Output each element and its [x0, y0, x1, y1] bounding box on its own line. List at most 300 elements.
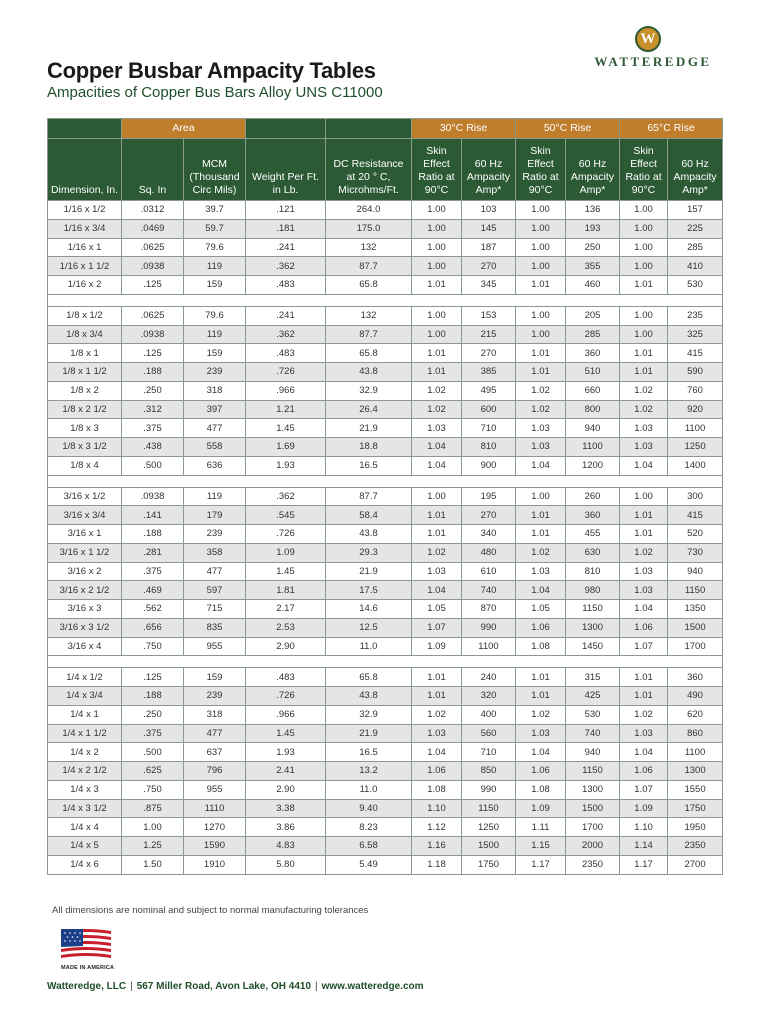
table-cell: 1.05: [412, 600, 462, 619]
table-cell: 1.12: [412, 818, 462, 837]
table-cell: 300: [668, 487, 723, 506]
table-cell: .726: [246, 687, 326, 706]
table-cell: 5.80: [246, 855, 326, 874]
table-cell: 710: [462, 419, 516, 438]
table-cell: 1/4 x 5: [48, 837, 122, 856]
table-cell: 1/16 x 1/2: [48, 201, 122, 220]
table-cell: 2350: [566, 855, 620, 874]
table-cell: 1270: [184, 818, 246, 837]
table-cell: 590: [668, 363, 723, 382]
table-cell: 175.0: [326, 219, 412, 238]
table-row: [48, 562, 723, 581]
table-cell: 1200: [566, 456, 620, 475]
table-row: [48, 855, 723, 874]
table-cell: 3/16 x 2 1/2: [48, 581, 122, 600]
table-cell: 2000: [566, 837, 620, 856]
table-cell: .0469: [122, 219, 184, 238]
column-header-skin-effect-30c: Skin Effect Ratio at 90°C: [412, 139, 462, 201]
table-row: [48, 762, 723, 781]
table-cell: 1.09: [516, 799, 566, 818]
footer-address: 567 Miller Road, Avon Lake, OH 4410: [136, 981, 312, 992]
table-row: [48, 525, 723, 544]
group-header-50c-rise: 50°C Rise: [516, 119, 620, 139]
table-cell: 1.04: [620, 456, 668, 475]
table-cell: .966: [246, 381, 326, 400]
table-cell: 285: [668, 238, 723, 257]
table-cell: 1/16 x 1: [48, 238, 122, 257]
table-cell: .188: [122, 687, 184, 706]
table-cell: .562: [122, 600, 184, 619]
table-cell: 1/4 x 3: [48, 780, 122, 799]
table-cell: 1500: [668, 618, 723, 637]
table-cell: .188: [122, 363, 184, 382]
table-cell: 3/16 x 4: [48, 637, 122, 656]
table-cell: .181: [246, 219, 326, 238]
table-cell: 1.02: [412, 381, 462, 400]
table-cell: 145: [462, 219, 516, 238]
table-row: [48, 400, 723, 419]
table-cell: 1/4 x 3/4: [48, 687, 122, 706]
table-cell: 3/16 x 3/4: [48, 506, 122, 525]
table-cell: 415: [668, 344, 723, 363]
table-cell: 1.10: [412, 799, 462, 818]
table-cell: 32.9: [326, 381, 412, 400]
table-cell: 21.9: [326, 562, 412, 581]
column-header-skin-effect-65c: Skin Effect Ratio at 90°C: [620, 139, 668, 201]
table-cell: 1350: [668, 600, 723, 619]
table-cell: 318: [184, 381, 246, 400]
footer: [47, 981, 424, 992]
table-cell: 6.58: [326, 837, 412, 856]
table-cell: 12.5: [326, 618, 412, 637]
table-cell: 1150: [566, 762, 620, 781]
table-cell: 1/4 x 1 1/2: [48, 724, 122, 743]
table-cell: 1.45: [246, 419, 326, 438]
table-cell: 530: [668, 276, 723, 295]
table-cell: 1.00: [620, 306, 668, 325]
table-cell: 636: [184, 456, 246, 475]
table-cell: 132: [326, 306, 412, 325]
table-cell: 1.03: [620, 438, 668, 457]
table-row: [48, 818, 723, 837]
table-cell: 1.04: [412, 743, 462, 762]
table-cell: 1100: [566, 438, 620, 457]
table-cell: 1.02: [516, 381, 566, 400]
table-cell: .0312: [122, 201, 184, 220]
table-cell: 215: [462, 325, 516, 344]
table-cell: 1.02: [620, 381, 668, 400]
table-cell: 477: [184, 562, 246, 581]
table-cell: 157: [668, 201, 723, 220]
table-cell: .966: [246, 705, 326, 724]
table-cell: 1.04: [516, 743, 566, 762]
table-cell: 21.9: [326, 724, 412, 743]
table-cell: 11.0: [326, 780, 412, 799]
page-title: Copper Busbar Ampacity Tables: [47, 58, 376, 83]
table-cell: 1250: [462, 818, 516, 837]
table-cell: 955: [184, 637, 246, 656]
table-cell: 1/16 x 3/4: [48, 219, 122, 238]
table-cell: .0938: [122, 487, 184, 506]
column-header-weight: Weight Per Ft. in Lb.: [246, 139, 326, 201]
table-row: [48, 637, 723, 656]
table-cell: 58.4: [326, 506, 412, 525]
table-cell: .375: [122, 562, 184, 581]
table-cell: 1.01: [620, 525, 668, 544]
table-cell: 1.01: [516, 668, 566, 687]
table-row: [48, 276, 723, 295]
table-cell: 79.6: [184, 238, 246, 257]
table-cell: 136: [566, 201, 620, 220]
table-cell: 16.5: [326, 743, 412, 762]
table-cell: 360: [668, 668, 723, 687]
table-cell: 320: [462, 687, 516, 706]
table-cell: 610: [462, 562, 516, 581]
table-cell: 1.06: [516, 762, 566, 781]
table-cell: 1100: [668, 743, 723, 762]
table-cell: 730: [668, 543, 723, 562]
table-cell: 1.02: [516, 543, 566, 562]
table-cell: 1/8 x 1: [48, 344, 122, 363]
table-cell: 132: [326, 238, 412, 257]
table-cell: 600: [462, 400, 516, 419]
table-cell: 3/16 x 3 1/2: [48, 618, 122, 637]
table-cell: 1.00: [516, 238, 566, 257]
table-cell: 1.02: [516, 400, 566, 419]
made-in-america-caption: MADE IN AMERICA: [61, 965, 115, 971]
table-cell: 318: [184, 705, 246, 724]
table-cell: 920: [668, 400, 723, 419]
table-cell: .362: [246, 487, 326, 506]
table-cell: 1.01: [412, 506, 462, 525]
column-header-dc-resistance: DC Resistance at 20 ° C, Microhms/Ft.: [326, 139, 412, 201]
table-cell: 510: [566, 363, 620, 382]
table-cell: 1.04: [620, 743, 668, 762]
table-cell: 5.49: [326, 855, 412, 874]
table-cell: .281: [122, 543, 184, 562]
table-cell: 260: [566, 487, 620, 506]
table-cell: 940: [566, 419, 620, 438]
table-cell: .375: [122, 724, 184, 743]
table-cell: 955: [184, 780, 246, 799]
table-row: [48, 344, 723, 363]
table-cell: 340: [462, 525, 516, 544]
table-cell: 325: [668, 325, 723, 344]
table-row: [48, 506, 723, 525]
table-cell: 87.7: [326, 325, 412, 344]
table-cell: 1/16 x 2: [48, 276, 122, 295]
table-cell: .726: [246, 525, 326, 544]
table-cell: 3/16 x 1/2: [48, 487, 122, 506]
table-cell: 1/4 x 4: [48, 818, 122, 837]
watteredge-logo: [577, 26, 729, 74]
table-cell: 235: [668, 306, 723, 325]
table-cell: 1300: [566, 780, 620, 799]
footer-company: Watteredge, LLC: [47, 981, 127, 992]
table-row: [48, 419, 723, 438]
table-cell: 1.00: [412, 257, 462, 276]
table-cell: .483: [246, 276, 326, 295]
table-cell: 597: [184, 581, 246, 600]
table-cell: 810: [566, 562, 620, 581]
table-cell: .726: [246, 363, 326, 382]
table-cell: 3/16 x 3: [48, 600, 122, 619]
table-cell: 1/16 x 1 1/2: [48, 257, 122, 276]
table-cell: 1.05: [516, 600, 566, 619]
table-cell: 1.09: [412, 637, 462, 656]
us-flag-icon: [61, 929, 111, 962]
table-cell: 87.7: [326, 257, 412, 276]
table-cell: 250: [566, 238, 620, 257]
table-cell: 1.07: [620, 780, 668, 799]
table-cell: .375: [122, 419, 184, 438]
table-row: [48, 724, 723, 743]
table-cell: 1.03: [412, 724, 462, 743]
table-cell: 560: [462, 724, 516, 743]
table-cell: .241: [246, 238, 326, 257]
table-cell: .875: [122, 799, 184, 818]
table-cell: 1300: [668, 762, 723, 781]
table-cell: 159: [184, 344, 246, 363]
table-cell: 1.69: [246, 438, 326, 457]
column-header-ampacity-50c: 60 Hz Ampacity Amp*: [566, 139, 620, 201]
table-cell: .656: [122, 618, 184, 637]
table-row: [48, 238, 723, 257]
table-cell: 65.8: [326, 344, 412, 363]
header-blank: [326, 119, 412, 139]
table-cell: 1.01: [620, 363, 668, 382]
table-cell: 65.8: [326, 668, 412, 687]
table-cell: 39.7: [184, 201, 246, 220]
table-cell: 1.15: [516, 837, 566, 856]
table-cell: 1.01: [516, 687, 566, 706]
table-cell: 13.2: [326, 762, 412, 781]
header-blank: [48, 119, 122, 139]
table-cell: 740: [566, 724, 620, 743]
table-cell: 1150: [462, 799, 516, 818]
table-cell: 530: [566, 705, 620, 724]
table-cell: 1950: [668, 818, 723, 837]
table-cell: 26.4: [326, 400, 412, 419]
table-cell: 1.93: [246, 743, 326, 762]
table-cell: .750: [122, 780, 184, 799]
table-cell: 1/8 x 1 1/2: [48, 363, 122, 382]
page-subtitle: Ampacities of Copper Bus Bars Alloy UNS C11000: [47, 84, 383, 101]
table-cell: 3.86: [246, 818, 326, 837]
footer-separator: |: [130, 981, 133, 992]
table-cell: 1/8 x 2 1/2: [48, 400, 122, 419]
column-header-ampacity-30c: 60 Hz Ampacity Amp*: [462, 139, 516, 201]
table-cell: 3/16 x 1 1/2: [48, 543, 122, 562]
table-cell: 2350: [668, 837, 723, 856]
table-cell: 1250: [668, 438, 723, 457]
table-cell: 270: [462, 257, 516, 276]
table-cell: .0625: [122, 306, 184, 325]
table-cell: 400: [462, 705, 516, 724]
table-cell: 193: [566, 219, 620, 238]
table-cell: 1.25: [122, 837, 184, 856]
table-cell: 1.03: [516, 724, 566, 743]
table-cell: .750: [122, 637, 184, 656]
table-cell: 9.40: [326, 799, 412, 818]
table-cell: 1.93: [246, 456, 326, 475]
table-cell: .312: [122, 400, 184, 419]
table-cell: 225: [668, 219, 723, 238]
table-cell: 1.01: [516, 276, 566, 295]
table-cell: 14.6: [326, 600, 412, 619]
table-cell: 1.01: [516, 363, 566, 382]
table-cell: 2.90: [246, 637, 326, 656]
table-cell: 1.01: [412, 525, 462, 544]
table-cell: 1.01: [412, 687, 462, 706]
group-header-65c-rise: 65°C Rise: [620, 119, 723, 139]
table-cell: 285: [566, 325, 620, 344]
table-cell: .125: [122, 668, 184, 687]
table-cell: 1.01: [516, 525, 566, 544]
table-cell: 1700: [566, 818, 620, 837]
table-cell: .362: [246, 257, 326, 276]
table-cell: 1.00: [516, 487, 566, 506]
table-cell: 1.03: [620, 581, 668, 600]
table-cell: 740: [462, 581, 516, 600]
table-cell: 1.14: [620, 837, 668, 856]
table-cell: 1/8 x 3 1/2: [48, 438, 122, 457]
table-cell: 425: [566, 687, 620, 706]
table-cell: 558: [184, 438, 246, 457]
table-cell: 1.00: [516, 219, 566, 238]
table-cell: 1.10: [620, 818, 668, 837]
table-cell: 710: [462, 743, 516, 762]
table-row: [48, 381, 723, 400]
table-cell: 360: [566, 506, 620, 525]
table-cell: 1.03: [516, 419, 566, 438]
table-cell: 990: [462, 618, 516, 637]
table-cell: 355: [566, 257, 620, 276]
table-cell: 1.04: [412, 456, 462, 475]
table-cell: 796: [184, 762, 246, 781]
table-cell: 1100: [462, 637, 516, 656]
table-cell: 1.01: [412, 668, 462, 687]
table-cell: 195: [462, 487, 516, 506]
table-cell: 477: [184, 724, 246, 743]
table-cell: 1450: [566, 637, 620, 656]
table-cell: .250: [122, 381, 184, 400]
table-cell: 1.02: [516, 705, 566, 724]
table-cell: .0938: [122, 325, 184, 344]
table-cell: 1.03: [516, 438, 566, 457]
table-cell: 1.00: [516, 257, 566, 276]
table-cell: 1.04: [516, 581, 566, 600]
table-cell: .362: [246, 325, 326, 344]
table-cell: 1.11: [516, 818, 566, 837]
table-cell: 1.00: [620, 487, 668, 506]
table-cell: 270: [462, 506, 516, 525]
table-row: [48, 618, 723, 637]
table-cell: 29.3: [326, 543, 412, 562]
table-cell: 205: [566, 306, 620, 325]
table-cell: 1.45: [246, 562, 326, 581]
table-cell: 1.03: [620, 724, 668, 743]
table-cell: .500: [122, 456, 184, 475]
table-row: [48, 438, 723, 457]
table-cell: 65.8: [326, 276, 412, 295]
table-cell: 520: [668, 525, 723, 544]
table-cell: 900: [462, 456, 516, 475]
table-cell: 1.06: [516, 618, 566, 637]
footer-website[interactable]: www.watteredge.com: [321, 981, 424, 992]
table-row: [48, 780, 723, 799]
table-cell: 32.9: [326, 705, 412, 724]
table-cell: 415: [668, 506, 723, 525]
table-cell: 850: [462, 762, 516, 781]
column-header-ampacity-65c: 60 Hz Ampacity Amp*: [668, 139, 723, 201]
table-cell: 239: [184, 363, 246, 382]
table-cell: 1/4 x 6: [48, 855, 122, 874]
table-cell: 1.08: [516, 780, 566, 799]
table-cell: 1.00: [516, 201, 566, 220]
table-cell: 1750: [668, 799, 723, 818]
table-cell: 21.9: [326, 419, 412, 438]
table-cell: 1.00: [412, 238, 462, 257]
ampacity-table: [47, 118, 723, 875]
table-cell: 1/4 x 1: [48, 705, 122, 724]
table-cell: 1.03: [412, 419, 462, 438]
table-cell: 119: [184, 325, 246, 344]
table-cell: 1.01: [620, 276, 668, 295]
table-cell: 264.0: [326, 201, 412, 220]
table-cell: 1.00: [516, 325, 566, 344]
table-cell: 1.01: [620, 668, 668, 687]
table-cell: 119: [184, 487, 246, 506]
table-cell: 1.00: [620, 238, 668, 257]
table-row: [48, 306, 723, 325]
table-cell: 410: [668, 257, 723, 276]
table-cell: 1.08: [516, 637, 566, 656]
table-cell: .625: [122, 762, 184, 781]
table-cell: 460: [566, 276, 620, 295]
table-cell: 1.00: [122, 818, 184, 837]
group-spacer-row: [48, 294, 723, 306]
table-cell: 1400: [668, 456, 723, 475]
header-blank: [246, 119, 326, 139]
table-cell: 358: [184, 543, 246, 562]
table-cell: .241: [246, 306, 326, 325]
table-row: [48, 743, 723, 762]
table-cell: 870: [462, 600, 516, 619]
table-row: [48, 201, 723, 220]
table-cell: .483: [246, 668, 326, 687]
table-cell: 1.01: [412, 276, 462, 295]
spacer-cell: [48, 294, 723, 306]
table-cell: 860: [668, 724, 723, 743]
table-cell: .500: [122, 743, 184, 762]
table-cell: 17.5: [326, 581, 412, 600]
table-cell: 1.50: [122, 855, 184, 874]
table-cell: 1.06: [620, 618, 668, 637]
table-cell: 477: [184, 419, 246, 438]
table-cell: 1.01: [620, 687, 668, 706]
table-cell: 1/8 x 4: [48, 456, 122, 475]
table-cell: 630: [566, 543, 620, 562]
table-cell: 2.41: [246, 762, 326, 781]
table-cell: 11.0: [326, 637, 412, 656]
column-header-mcm: MCM (Thousand Circ Mils): [184, 139, 246, 201]
table-cell: 480: [462, 543, 516, 562]
table-cell: .188: [122, 525, 184, 544]
table-row: [48, 668, 723, 687]
table-cell: 345: [462, 276, 516, 295]
table-cell: 16.5: [326, 456, 412, 475]
